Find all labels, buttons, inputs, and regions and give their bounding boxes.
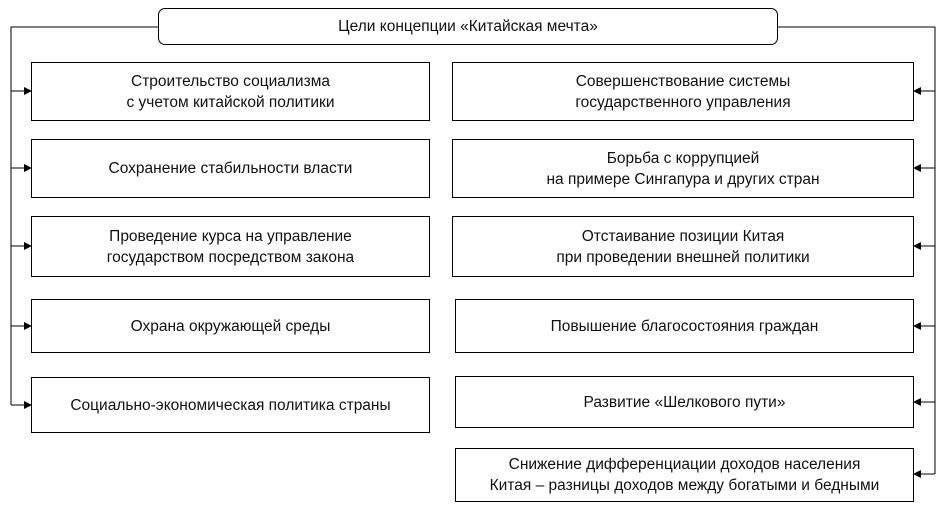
right-goal-box-4: [455, 299, 914, 353]
right-goal-text-6: Снижение дифференциации доходов населения Китая – разницы доходов между богатыми и бедными: [489, 456, 880, 494]
right-goal-box-3: [452, 216, 914, 277]
left-goal-text-1: Строительство социализма с учетом китайской политики: [126, 72, 335, 111]
right-goal-box-6: [455, 448, 914, 502]
right-goal-box-1: [452, 62, 914, 121]
left-goal-box-3: [31, 216, 430, 277]
left-goal-text-5: Социально-экономическая политика страны: [70, 396, 391, 414]
left-goal-box-5: [31, 377, 430, 433]
right-goal-box-2: [452, 139, 914, 198]
left-goal-text-2: Сохранение стабильности власти: [108, 160, 353, 177]
left-goal-text-4: Охрана окружающей среды: [130, 317, 331, 335]
concept-title-box: [158, 8, 778, 45]
left-goal-box-4: [31, 299, 430, 353]
right-goal-text-1: Совершенствование системы государственного управления: [575, 72, 791, 111]
right-goal-text-2: Борьба с коррупцией на примере Сингапура и других стран: [546, 149, 820, 188]
left-goal-text-3: Проведение курса на управление государством посредством закона: [106, 227, 355, 266]
right-goal-box-5: [455, 376, 914, 428]
right-goal-text-3: Отстаивание позиции Китая при проведении внешней политики: [556, 227, 810, 266]
left-goal-box-2: [31, 139, 430, 198]
right-goal-text-5: Развитие «Шелкового пути»: [583, 393, 786, 411]
right-goal-text-4: Повышение благосостояния граждан: [550, 317, 819, 335]
concept-title: Цели концепции «Китайская мечта»: [338, 18, 598, 35]
left-goal-box-1: [31, 62, 430, 121]
